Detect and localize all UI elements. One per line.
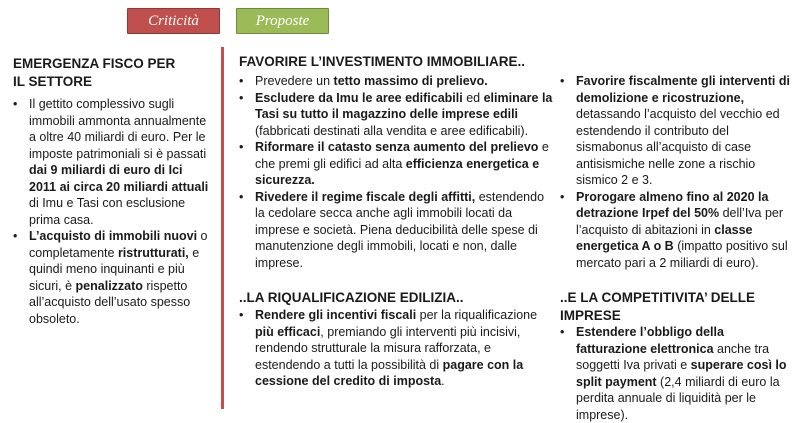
bold-text: dai 9 miliardi di euro di Ici 2011 ai circa 20 miliardi attuali [29, 163, 209, 194]
bold-text: Estendere l’obbligo della fatturazione elettronica [576, 325, 724, 356]
bold-text: classe energetica A o B [576, 222, 753, 253]
bold-text: Rivedere il regime fiscale degli affitti, [255, 189, 476, 204]
bold-text: Rendere gli incentivi fiscali [255, 308, 417, 322]
text: , premiando gli interventi più incisivi, rendendo strutturale la misura rafforzata, e estendendo a tutti la possibilità di [255, 324, 521, 372]
middle-bottom-heading: ..LA RIQUALIFICAZIONE EDILIZIA.. [239, 290, 464, 305]
text: Prevedere un [255, 74, 334, 88]
bold-text: ristrutturati, [117, 245, 189, 260]
middle-top-heading: FAVORIRE L’INVESTIMENTO IMMOBILIARE.. [239, 54, 526, 69]
middle-top-list [239, 73, 554, 271]
right-bottom-list [560, 324, 795, 423]
bold-text: L’acquisto di immobili nuovi [29, 229, 198, 243]
right-bottom-heading-line1: ..E LA COMPETITIVITA’ DELLE [560, 290, 756, 305]
bold-text: superare così lo split payment [576, 358, 787, 389]
text: anche tra soggetti Iva privati e [576, 341, 770, 372]
text: rispetto all’acquisto dell’usato spesso obsoleto. [29, 278, 191, 326]
bullet-item [560, 73, 795, 189]
bold-text: penalizzato [75, 278, 143, 293]
bold-text: Riformare il catasto senza aumento del prelievo [255, 140, 539, 154]
text: Il gettito complessivo sugli immobili ammonta annualmente a oltre 40 miliardi di euro. Per le imposte patrimoniali si è passati [29, 97, 207, 161]
bullet-item [239, 73, 554, 90]
text: estendendo la cedolare secca anche agli immobili locati da imprese e società. Piena deducibilità delle spese di manutenzione degli immobili, locati e non, dalle imprese. [255, 189, 545, 270]
text: e che premi gli edifici ad alta [255, 140, 549, 171]
bullet-item [13, 96, 211, 228]
bullet-item [239, 90, 554, 140]
text: di Imu e Tasi con esclusione prima casa. [29, 196, 186, 227]
text: o completamente [29, 229, 208, 260]
column-divider [221, 47, 224, 409]
bold-text: eliminare la Tasi su tutto il magazzino delle imprese edili [255, 90, 553, 121]
right-bottom-heading-line2: IMPRESE [560, 308, 621, 323]
bullet-item [13, 228, 211, 327]
bold-text: Prorogare almeno fino al 2020 la detrazione Irpef del 50% [576, 189, 769, 220]
bold-text: pagare con la cessione del credito di imposta [255, 357, 524, 388]
right-bottom-heading [560, 289, 800, 325]
tab-proposte-label: Proposte [255, 12, 310, 29]
text: per la riqualificazione [416, 308, 538, 322]
text: dell’Iva per l’acquisto di abitazioni in [576, 206, 784, 237]
tab-proposte[interactable] [236, 8, 329, 34]
left-list [13, 96, 211, 327]
bold-text: tetto massimo di prelievo. [333, 74, 488, 88]
right-top-list [560, 73, 795, 271]
text: (fabbricati destinati alla vendita e aree edificabili). [255, 123, 529, 138]
bullet-item [239, 139, 554, 189]
bullet-item [560, 189, 795, 272]
text: (impatto positivo sul mercato pari a 2 miliardi di euro). [576, 239, 788, 270]
text: detassando l’acquisto del vecchio ed estendendo il contributo del sismabonus all’acquisto di case antisismiche nelle zone a rischio sismico 2 e 3. [576, 107, 780, 187]
bold-text: efficienza energetica e sicurezza. [255, 156, 540, 187]
text: . [441, 374, 445, 388]
text: e quindi meno inquinanti e più sicuri, è [29, 245, 200, 293]
tab-criticita[interactable] [127, 8, 220, 34]
bold-text: più efficaci [255, 324, 321, 339]
left-heading-line1: EMERGENZA FISCO PER [13, 56, 176, 71]
bold-text: Escludere da Imu le aree edificabili [255, 90, 463, 105]
tab-criticita-label: Criticità [148, 12, 199, 29]
bullet-item [239, 189, 554, 272]
bold-text: Favorire fiscalmente gli interventi di demolizione e ricostruzione, [576, 74, 790, 105]
left-heading [13, 55, 213, 91]
text: (2,4 miliardi di euro la perdita annuale di liquidità per le imprese). [576, 374, 780, 422]
text: ed [462, 90, 484, 105]
bullet-item [560, 324, 795, 423]
middle-bottom-list [239, 307, 557, 390]
left-heading-line2: IL SETTORE [13, 74, 93, 89]
bullet-item [239, 307, 557, 390]
